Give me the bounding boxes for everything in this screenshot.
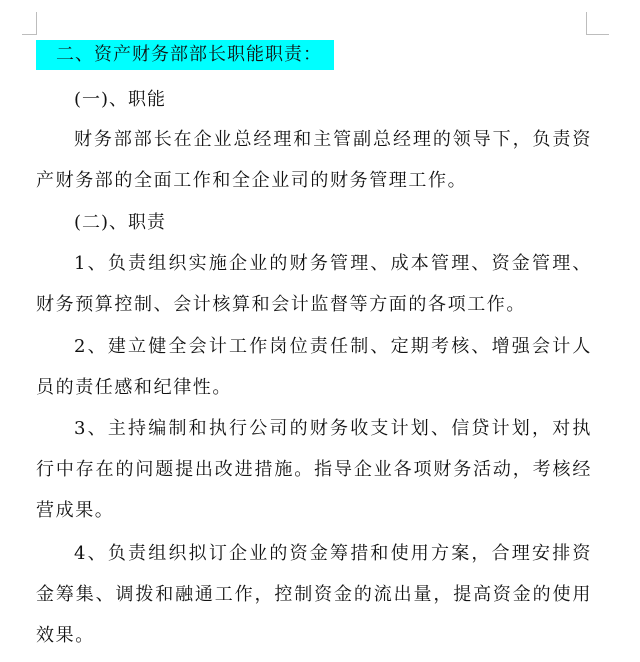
duties-subheading: (二)、职责: [74, 212, 167, 233]
page-corner-mark-right: [586, 12, 609, 35]
duty-item-4: 4、负责组织拟订企业的资金筹措和使用方案，合理安排资金筹集、调拨和融通工作，控制资金的流出量，提高资金的使用效果。: [36, 543, 592, 646]
document-body: [36, 40, 592, 646]
page-corner-mark-left: [22, 12, 37, 35]
duty-item-2: 2、建立健全会计工作岗位责任制、定期考核、增强会计人员的责任感和纪律性。: [36, 336, 592, 398]
section-heading: 二、资产财务部部长职能职责：: [36, 40, 334, 70]
functions-paragraph: 财务部部长在企业总经理和主管副总经理的领导下，负责资产财务部的全面工作和全企业司的财务管理工作。: [36, 129, 592, 191]
functions-subheading: (一)、职能: [74, 89, 167, 110]
duty-item-1: 1、负责组织实施企业的财务管理、成本管理、资金管理、财务预算控制、会计核算和会计监督等方面的各项工作。: [36, 253, 592, 315]
duty-item-3: 3、主持编制和执行公司的财务收支计划、信贷计划，对执行中存在的问题提出改进措施。指导企业各项财务活动，考核经营成果。: [36, 418, 592, 521]
